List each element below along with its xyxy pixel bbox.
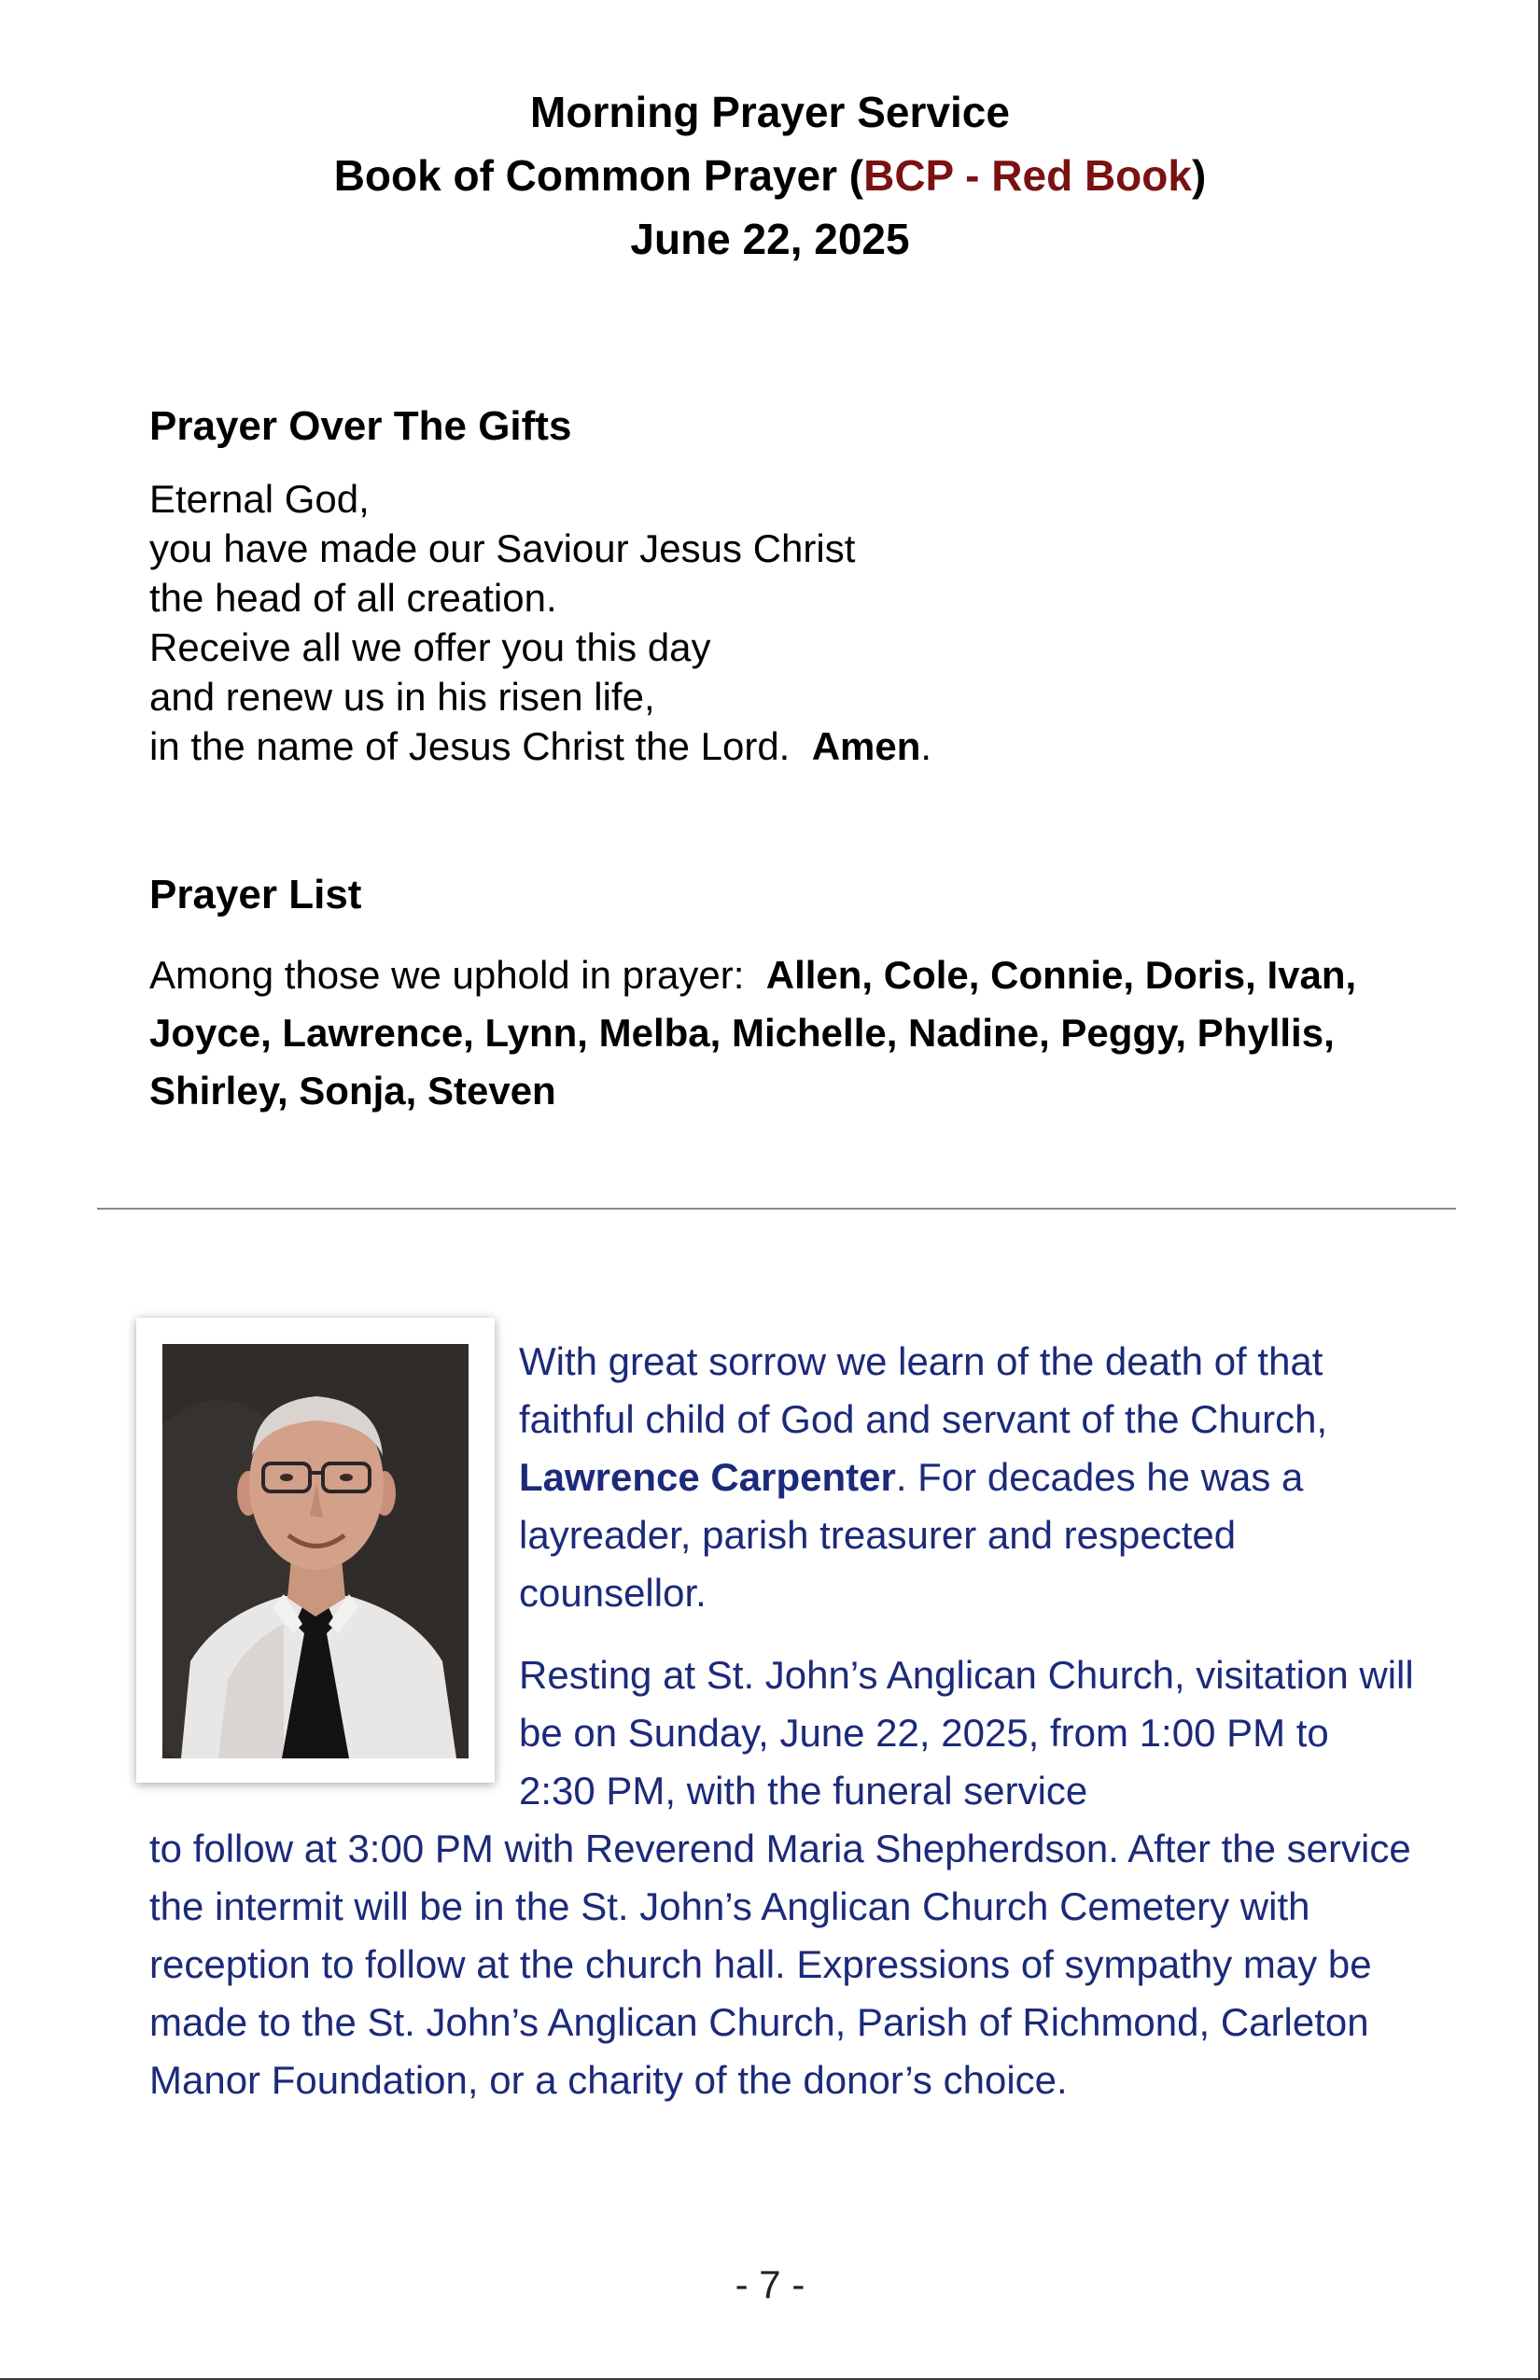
obituary-paragraph-1: [519, 1333, 1415, 1622]
gifts-line-last: [149, 721, 931, 771]
header-subtitle: [0, 144, 1540, 207]
gifts-line: Receive all we offer you this day: [149, 625, 711, 669]
gifts-line: and renew us in his risen life,: [149, 675, 655, 719]
prayer-list-intro: Among those we uphold in prayer:: [149, 953, 745, 997]
amen-text: Amen: [811, 724, 921, 768]
section-divider: [97, 1208, 1456, 1210]
obituary-paragraph-2-start: Resting at St. John’s Anglican Church, visitation will be on Sunday, June 22, 2025, from 1:00 PM to 2:30 PM, with the funeral service: [519, 1653, 1414, 1813]
portrait-photo: [162, 1344, 469, 1758]
gifts-line: the head of all creation.: [149, 576, 557, 620]
obit-p1-post: . For decades he was a layreader, parish treasurer and respected counsellor.: [519, 1455, 1304, 1615]
prayer-list-names: Allen, Cole, Connie, Doris, Ivan, Joyce, Lawrence, Lynn, Melba, Michelle, Nadine, Peggy, Phyllis, Shirley, Sonja, Steven: [149, 953, 1357, 1113]
gifts-prayer: [149, 474, 931, 771]
header-subtitle-pre: Book of Common Prayer (: [333, 151, 864, 200]
header-title: Morning Prayer Service: [530, 88, 1010, 136]
deceased-name: Lawrence Carpenter: [519, 1455, 896, 1499]
header-subtitle-accent: BCP - Red Book: [863, 151, 1192, 200]
amen-punct: .: [920, 724, 932, 768]
page-header: [0, 80, 1540, 271]
page-number: - 7 -: [735, 2262, 805, 2306]
gifts-line: you have made our Saviour Jesus Christ: [149, 526, 856, 570]
prayer-list-heading: Prayer List: [149, 872, 362, 917]
obit-p1-pre: With great sorrow we learn of the death of that faithful child of God and servant of the Church,: [519, 1339, 1328, 1441]
gifts-line: in the name of Jesus Christ the Lord.: [149, 724, 791, 768]
gifts-line: Eternal God,: [149, 477, 370, 521]
prayer-list-body: [149, 946, 1419, 1120]
gifts-heading: Prayer Over The Gifts: [149, 403, 572, 449]
obituary-paragraph-2-end: to follow at 3:00 PM with Reverend Maria Shepherdson. After the service the intermit will be in the St. John’s Anglican Church Cemetery with reception to follow at the church hall. Expressions of sympathy may be made to the St. John’s Anglican Church, Parish of Richmond, Carleton Manor Foundation, or a charity of the donor’s choice.: [149, 1827, 1411, 2102]
header-subtitle-post: ): [1191, 151, 1207, 200]
header-date: June 22, 2025: [630, 215, 910, 263]
